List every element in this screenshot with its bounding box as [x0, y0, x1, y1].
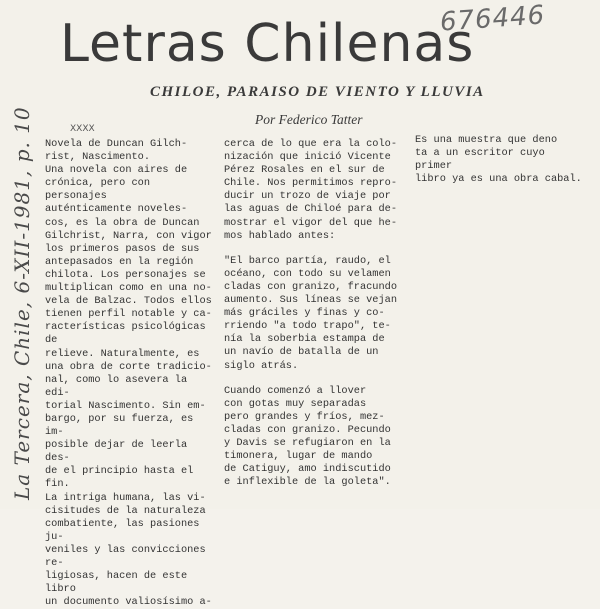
- text-line: Una novela con aires de: [45, 164, 188, 177]
- text-line: de Catiguy, amo indiscutido: [224, 463, 391, 476]
- text-line: e inflexible de la goleta".: [224, 476, 391, 489]
- text-line: ta a un escritor cuyo primer: [415, 147, 545, 173]
- text-line: vela de Balzac. Todos ellos: [45, 295, 212, 308]
- archive-stamp-number: 676446: [439, 0, 547, 38]
- text-line: nía la soberbia estampa de: [224, 333, 385, 346]
- text-line: Cuando comenzó a llover: [224, 384, 367, 397]
- text-line: más gráciles y finas y co-: [224, 307, 385, 320]
- text-line: nización que inició Vicente: [224, 151, 391, 164]
- text-line: cladas con granizo, fracundo: [224, 280, 398, 293]
- text-line: con gotas muy separadas: [224, 397, 367, 410]
- text-line: cerca de lo que era la colo-: [224, 138, 398, 150]
- text-line: siglo atrás.: [224, 359, 299, 372]
- text-line: océano, con todo su velamen: [224, 267, 391, 280]
- text-line: timonera, lugar de mando: [224, 450, 373, 463]
- text-line: crónica, pero con personajes: [45, 177, 151, 203]
- text-line: Gilchrist, Narra, con vigor: [45, 229, 212, 242]
- text-line: cisitudes de la naturaleza: [45, 504, 206, 517]
- text-line: posible dejar de leerla des-: [45, 439, 188, 465]
- text-line: "El barco partía, raudo, el: [224, 254, 391, 267]
- text-line: un navío de batalla de un: [224, 346, 379, 359]
- text-line: multiplican como en una no-: [45, 282, 212, 295]
- text-line: las aguas de Chiloé para de-: [224, 203, 398, 216]
- text-line: combatiente, las pasiones ju-: [45, 517, 200, 543]
- article-title: CHILOE, PARAISO DE VIENTO Y LLUVIA: [150, 84, 485, 100]
- text-line: racterísticas psicológicas de: [45, 321, 206, 347]
- text-line: cladas con granizo. Pecundo: [224, 423, 391, 436]
- text-line: torial Nascimento. Sin em-: [45, 399, 206, 412]
- text-line: rist, Nascimento.: [45, 151, 151, 164]
- text-line: los primeros pasos de sus: [45, 242, 200, 255]
- article-column-1: [45, 138, 215, 609]
- text-line: de el principio hasta el fin.: [45, 465, 194, 491]
- text-line: Es una muestra que deno: [415, 134, 558, 146]
- text-line: veniles y las convicciones re-: [45, 543, 206, 569]
- text-line: La intriga humana, las vi-: [45, 491, 206, 504]
- text-line: Pérez Rosales en el sur de: [224, 164, 385, 177]
- text-line: ligiosas, hacen de este libro: [45, 570, 188, 596]
- text-line: mos hablado antes:: [224, 229, 336, 242]
- margin-mark: XXXX: [70, 124, 95, 134]
- text-line: rriendo "a todo trapo", te-: [224, 320, 391, 333]
- handwritten-source-note: [4, 106, 38, 500]
- text-line: pero grandes y fríos, mez-: [224, 410, 385, 423]
- text-line: bargo, por su fuerza, es im-: [45, 412, 194, 439]
- text-line: auténticamente noveles-: [45, 203, 188, 216]
- source-note-text: La Tercera, Chile, 6-XII-1981, p. 10: [10, 106, 34, 500]
- text-line: tienen perfil notable y ca-: [45, 308, 212, 321]
- text-line: Novela de Duncan Gilch-: [45, 138, 188, 150]
- article-column-2: [224, 138, 402, 489]
- text-line: Chile. Nos permitimos repro-: [224, 177, 398, 190]
- article-column-3: [415, 134, 585, 186]
- text-line: nal, como lo asevera la edi-: [45, 373, 188, 399]
- text-line: una obra de corte tradicio-: [45, 360, 212, 373]
- text-line: ducir un trozo de viaje por: [224, 190, 391, 203]
- text-line: un documento valiosísimo a-: [45, 596, 212, 609]
- section-masthead: Letras Chilenas: [60, 14, 475, 74]
- text-line: chilota. Los personajes se: [45, 268, 206, 281]
- text-line: mostrar el vigor del que he-: [224, 216, 398, 229]
- text-line: relieve. Naturalmente, es: [45, 347, 200, 360]
- article-byline: Por Federico Tatter: [255, 112, 363, 127]
- text-line: y Davis se refugiaron en la: [224, 436, 391, 449]
- text-line: cos, es la obra de Duncan: [45, 216, 200, 229]
- text-line: libro ya es una obra cabal.: [415, 173, 582, 186]
- text-line: antepasados en la región: [45, 255, 194, 268]
- text-line: aumento. Sus líneas se vejan: [224, 294, 398, 307]
